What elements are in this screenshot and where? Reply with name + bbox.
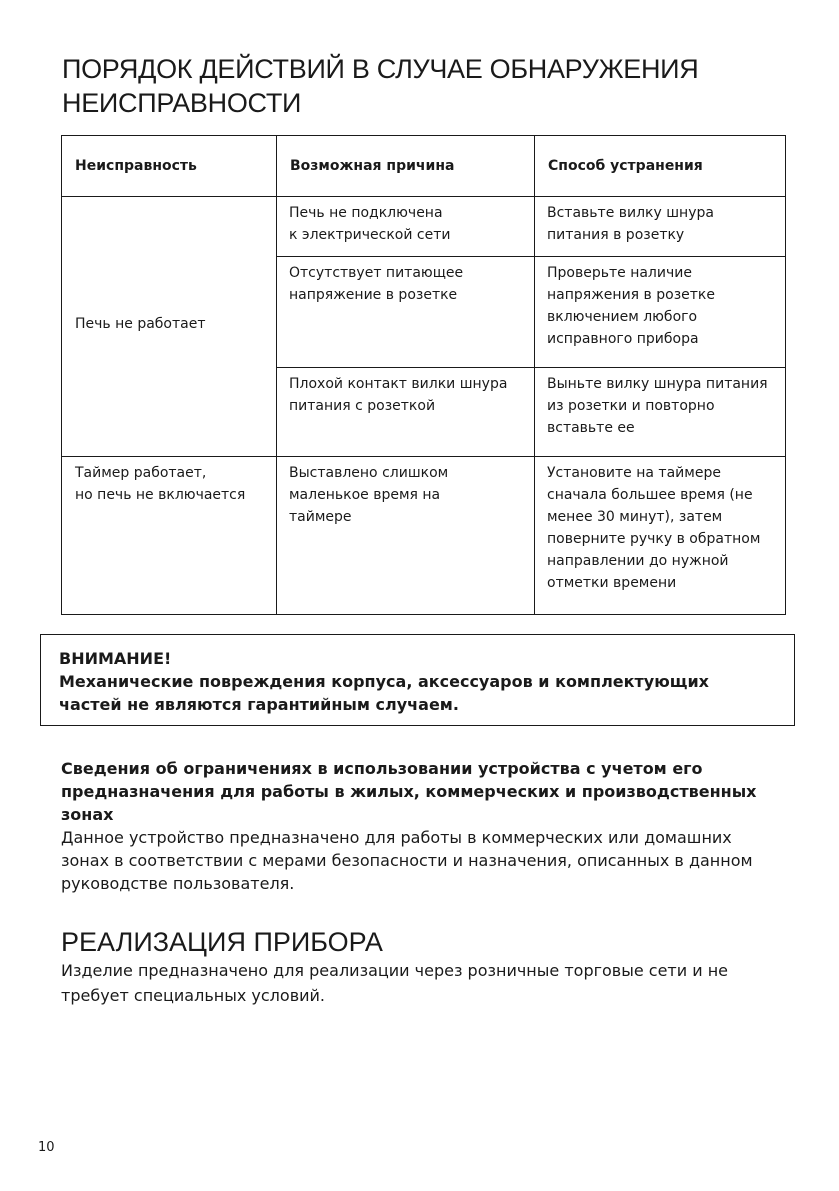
cell-line: вставьте ее	[547, 420, 635, 436]
cell-line: отметки времени	[547, 575, 677, 591]
column-header-cause: Возможная причина	[277, 136, 535, 197]
column-header-remedy: Способ устранения	[535, 136, 786, 197]
fault-cell: Печь не работает	[62, 197, 277, 457]
cell-line: Выньте вилку шнура питания	[547, 376, 768, 392]
cause-cell	[277, 257, 535, 368]
cell-line: Установите на таймере	[547, 465, 721, 481]
remedy-cell	[535, 197, 786, 257]
warning-box	[40, 634, 795, 726]
sale-section-title: РЕАЛИЗАЦИЯ ПРИБОРА	[61, 927, 383, 957]
cell-line: сначала большее время (не	[547, 487, 753, 503]
cell-line: Проверьте наличие	[547, 265, 692, 281]
cell-line: Печь не подключена	[289, 205, 443, 221]
page-title	[62, 52, 802, 120]
cell-line: из розетки и повторно	[547, 398, 715, 414]
heading-line: Сведения об ограничениях в использовании устройства с учетом его	[61, 759, 703, 778]
body-line: руководстве пользователя.	[61, 874, 295, 893]
cause-cell	[277, 457, 535, 615]
page-title-line: НЕИСПРАВНОСТИ	[62, 88, 302, 118]
cell-line: Таймер работает,	[75, 465, 207, 481]
warning-line: Механические повреждения корпуса, аксессуаров и комплектующих	[59, 672, 709, 691]
usage-limitations-section	[61, 757, 791, 895]
cell-line: Вставьте вилку шнура	[547, 205, 714, 221]
usage-limitations-body	[61, 826, 791, 895]
cell-line: таймере	[289, 509, 352, 525]
remedy-cell	[535, 257, 786, 368]
body-line: требует специальных условий.	[61, 986, 325, 1005]
cell-line: питания в розетку	[547, 227, 685, 243]
cell-line: поверните ручку в обратном	[547, 531, 761, 547]
cell-line: Плохой контакт вилки шнура	[289, 376, 508, 392]
sale-section-text	[61, 958, 791, 1008]
cell-line: Выставлено слишком	[289, 465, 449, 481]
column-header-fault: Неисправность	[62, 136, 277, 197]
cell-line: питания с розеткой	[289, 398, 436, 414]
cause-cell	[277, 368, 535, 457]
cell-line: но печь не включается	[75, 487, 246, 503]
troubleshooting-table	[61, 135, 786, 615]
remedy-cell	[535, 368, 786, 457]
warning-title: ВНИМАНИЕ!	[59, 649, 172, 668]
cell-line: к электрической сети	[289, 227, 451, 243]
cell-line: маленькое время на	[289, 487, 441, 503]
cell-line: напряжения в розетке	[547, 287, 715, 303]
cell-line: менее 30 минут), затем	[547, 509, 723, 525]
remedy-cell	[535, 457, 786, 615]
usage-limitations-heading	[61, 757, 791, 826]
body-line: зонах в соответствии с мерами безопасности и назначения, описанных в данном	[61, 851, 753, 870]
cell-line: напряжение в розетке	[289, 287, 458, 303]
table-row	[62, 457, 786, 615]
cell-line: Отсутствует питающее	[289, 265, 464, 281]
page-number: 10	[38, 1140, 55, 1155]
body-line: Данное устройство предназначено для работы в коммерческих или домашних	[61, 828, 732, 847]
cell-line: включением любого	[547, 309, 698, 325]
cell-line: исправного прибора	[547, 331, 699, 347]
body-line: Изделие предназначено для реализации через розничные торговые сети и не	[61, 961, 729, 980]
heading-line: предназначения для работы в жилых, коммерческих и производственных	[61, 782, 757, 801]
fault-cell	[62, 457, 277, 615]
table-row	[62, 197, 786, 257]
cause-cell	[277, 197, 535, 257]
table-header-row	[62, 136, 786, 197]
warning-line: частей не являются гарантийным случаем.	[59, 695, 459, 714]
cell-line: направлении до нужной	[547, 553, 729, 569]
heading-line: зонах	[61, 805, 114, 824]
page-title-line: ПОРЯДОК ДЕЙСТВИЙ В СЛУЧАЕ ОБНАРУЖЕНИЯ	[62, 54, 699, 84]
